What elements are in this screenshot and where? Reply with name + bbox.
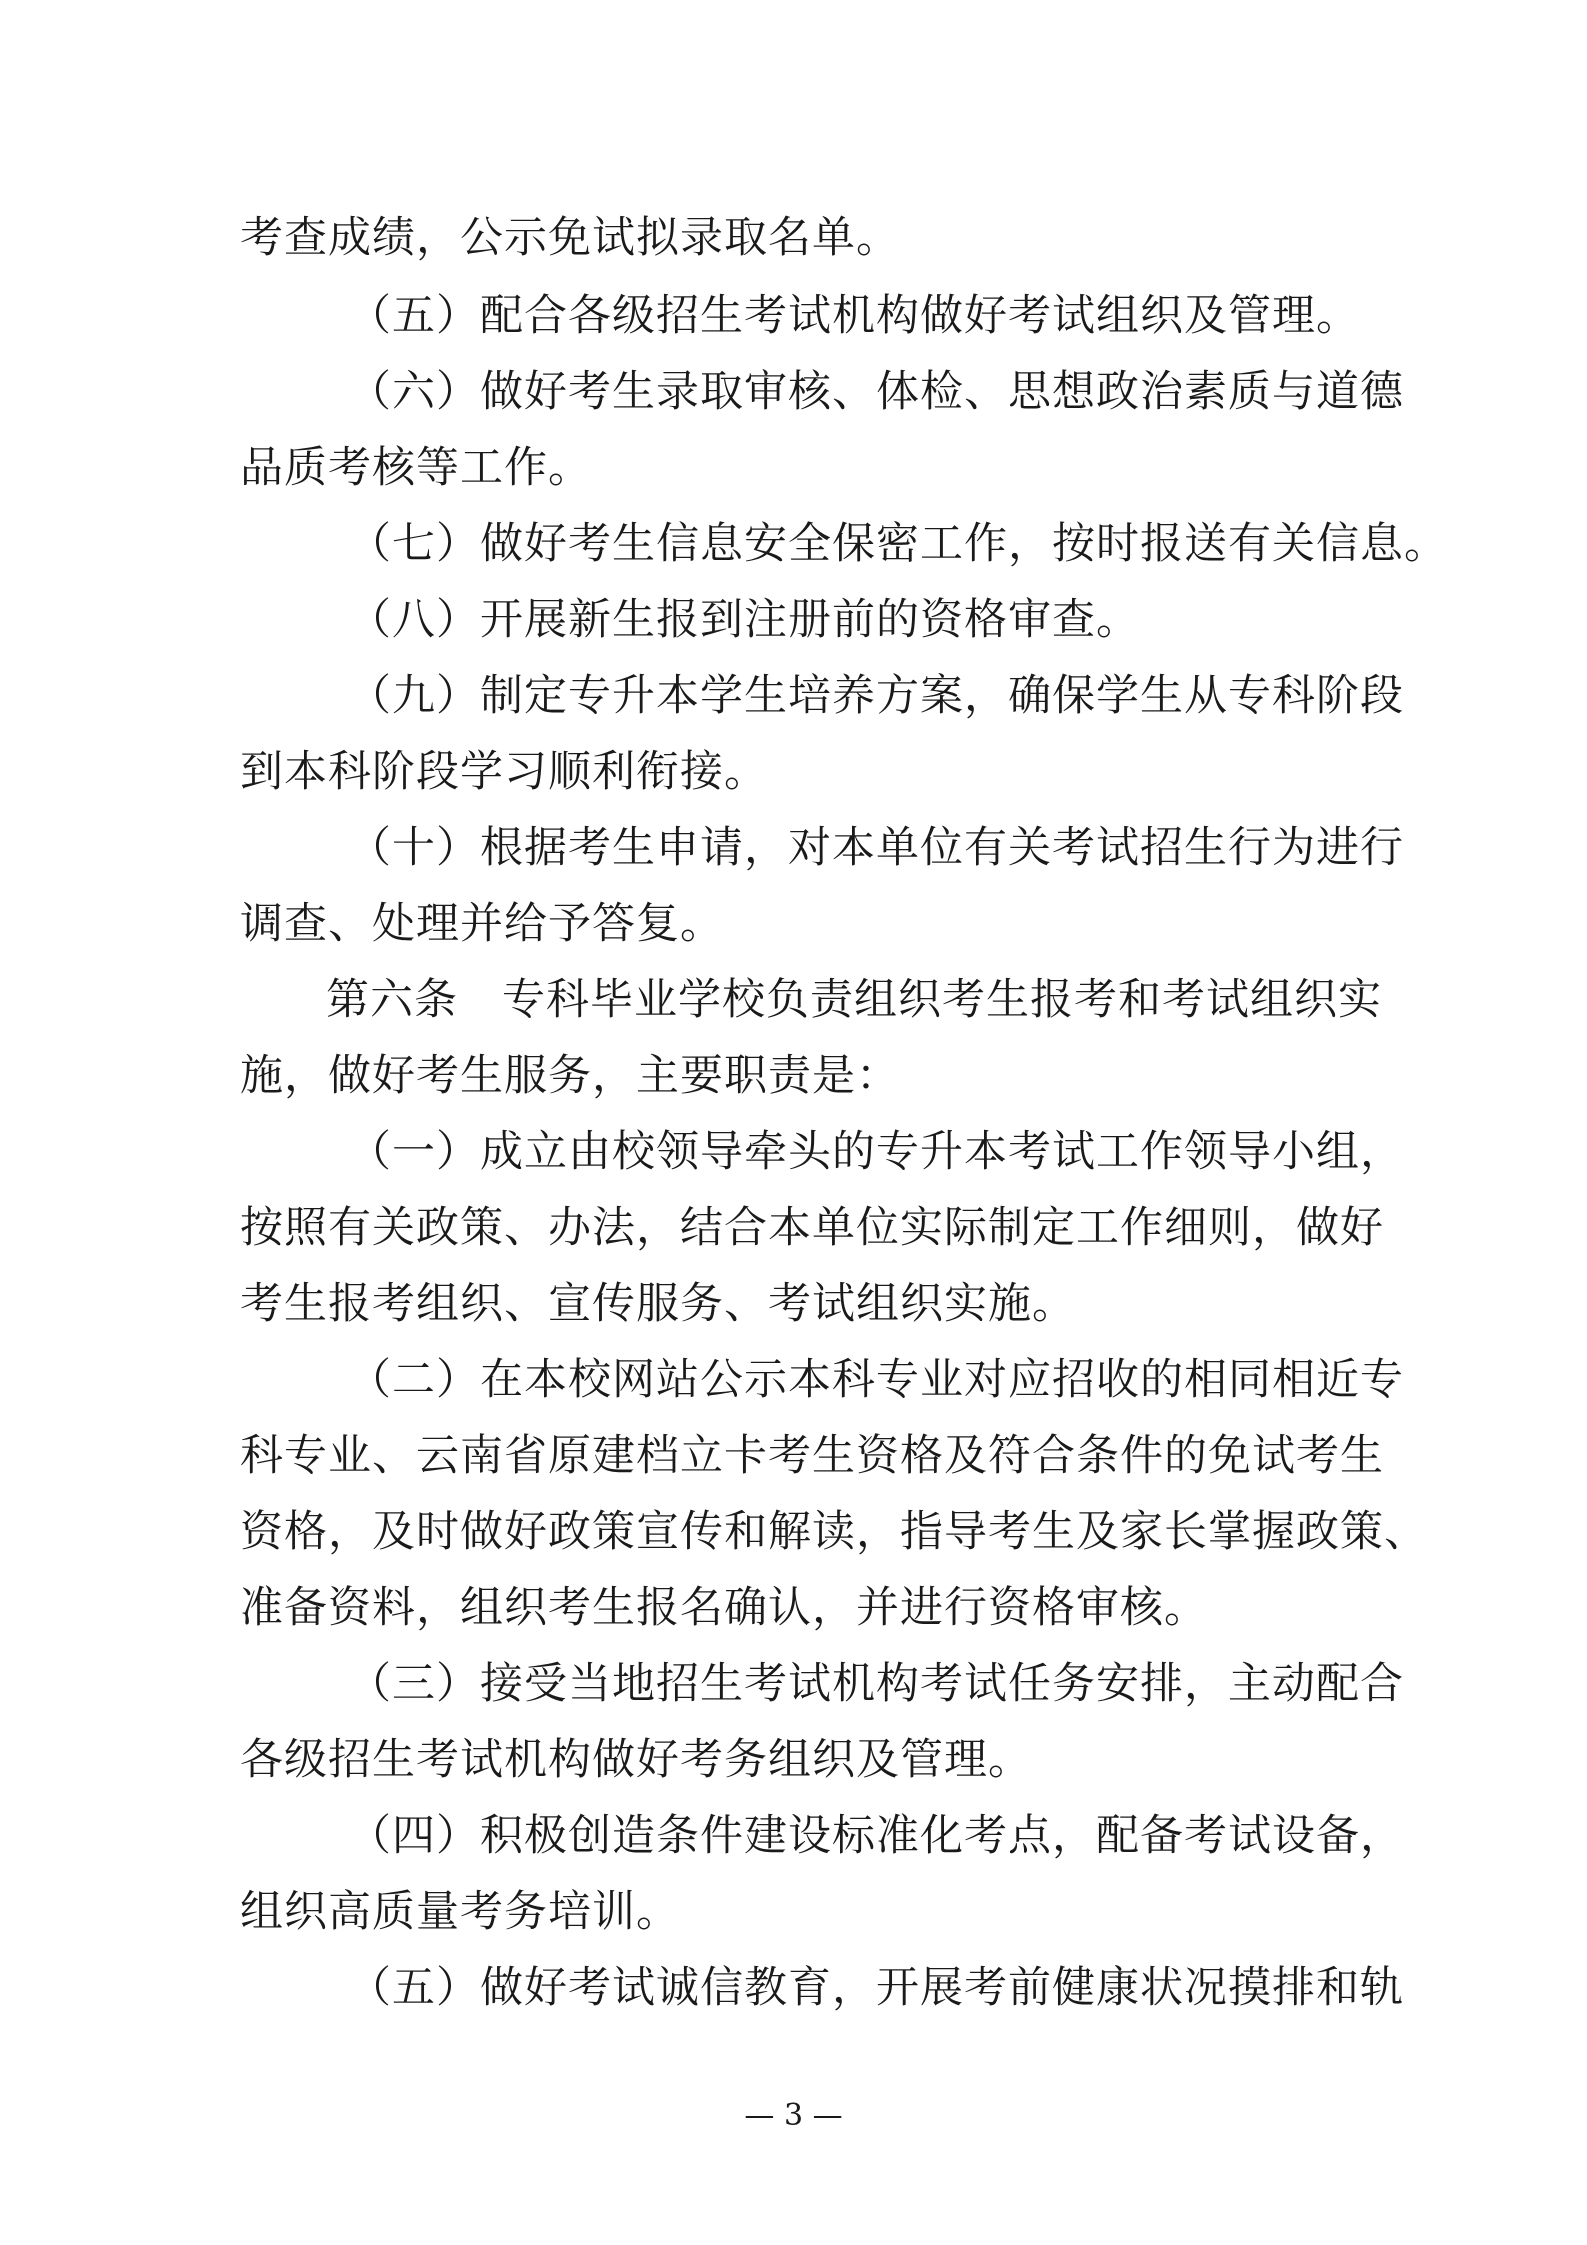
text-line-23: 组织高质量考务培训。 (240, 1887, 680, 1937)
article-6-heading: 第六条 专科毕业学校负责组织考生报考和考试组织实 (326, 975, 1382, 1025)
text-line-1: 考查成绩，公示免试拟录取名单。 (240, 213, 900, 263)
text-line-4: 品质考核等工作。 (240, 443, 592, 493)
text-line-10: 调查、处理并给予答复。 (240, 899, 724, 949)
text-line-5: （七）做好考生信息安全保密工作，按时报送有关信息。 (348, 519, 1448, 569)
text-line-20: （三）接受当地招生考试机构考试任务安排，主动配合 (348, 1659, 1404, 1709)
text-line-18: 资格，及时做好政策宣传和解读，指导考生及家长掌握政策、 (240, 1507, 1428, 1557)
text-line-2: （五）配合各级招生考试机构做好考试组织及管理。 (348, 291, 1360, 341)
text-line-9: （十）根据考生申请，对本单位有关考试招生行为进行 (348, 823, 1404, 873)
text-line-22: （四）积极创造条件建设标准化考点，配备考试设备， (348, 1811, 1404, 1861)
text-line-15: 考生报考组织、宣传服务、考试组织实施。 (240, 1279, 1076, 1329)
text-line-14: 按照有关政策、办法，结合本单位实际制定工作细则，做好 (240, 1203, 1384, 1253)
text-line-17: 科专业、云南省原建档立卡考生资格及符合条件的免试考生 (240, 1431, 1384, 1481)
text-line-7: （九）制定专升本学生培养方案，确保学生从专科阶段 (348, 671, 1404, 721)
text-line-12: 施，做好考生服务，主要职责是： (240, 1051, 900, 1101)
text-line-19: 准备资料，组织考生报名确认，并进行资格审核。 (240, 1583, 1208, 1633)
text-line-8: 到本科阶段学习顺利衔接。 (240, 747, 768, 797)
text-line-3: （六）做好考生录取审核、体检、思想政治素质与道德 (348, 367, 1404, 417)
text-line-6: （八）开展新生报到注册前的资格审查。 (348, 595, 1140, 645)
text-line-21: 各级招生考试机构做好考务组织及管理。 (240, 1735, 1032, 1785)
text-line-24: （五）做好考试诚信教育，开展考前健康状况摸排和轨 (348, 1963, 1404, 2013)
text-line-16: （二）在本校网站公示本科专业对应招收的相同相近专 (348, 1355, 1404, 1405)
page-number: — 3 — (744, 2098, 843, 2133)
text-line-13: （一）成立由校领导牵头的专升本考试工作领导小组， (348, 1127, 1404, 1177)
